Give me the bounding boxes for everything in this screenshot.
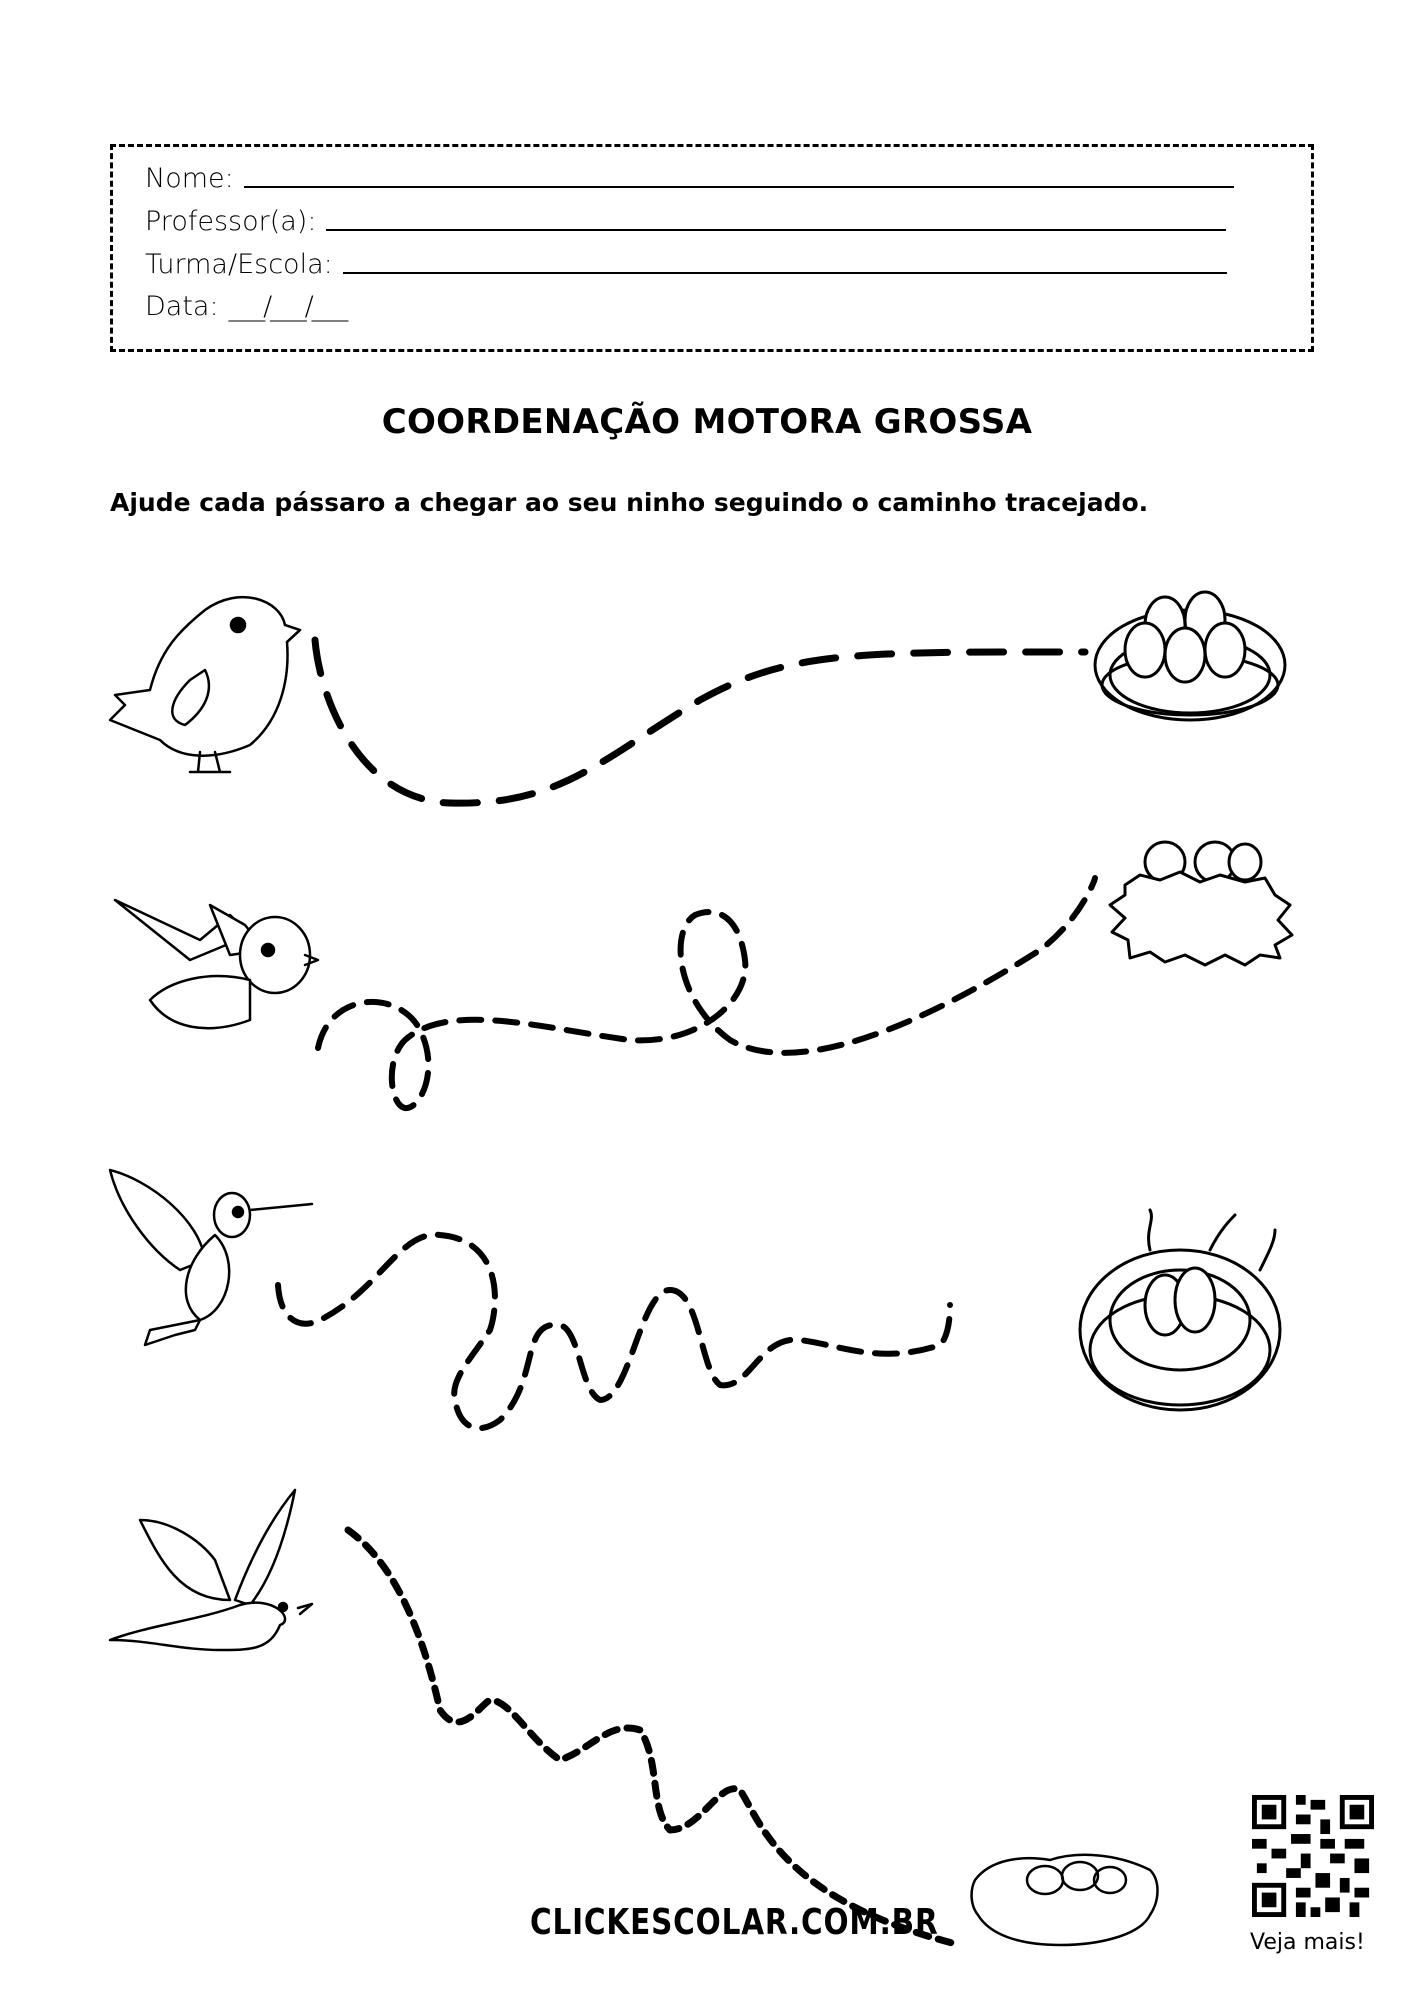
- woven-nest-icon: [1080, 1210, 1280, 1410]
- qr-caption: Veja mais!: [1250, 1930, 1365, 1955]
- name-label: Nome:: [145, 163, 234, 194]
- site-link[interactable]: CLICKESCOLAR.COM.BR: [530, 1902, 939, 1943]
- path-1: [315, 640, 1085, 803]
- date-label: Data:: [145, 291, 219, 322]
- nest-with-eggs-icon: [1095, 592, 1285, 720]
- flying-dove-icon: [110, 1490, 312, 1650]
- date-blank[interactable]: ___/___/___: [228, 291, 347, 322]
- qr-code-icon[interactable]: [1252, 1795, 1374, 1917]
- teacher-label: Professor(a):: [145, 206, 317, 237]
- class-school-label: Turma/Escola:: [145, 249, 333, 280]
- page-title: COORDENAÇÃO MOTORA GROSSA: [381, 402, 1033, 442]
- fluffy-nest-icon: [972, 1855, 1158, 1945]
- swallow-icon: [115, 900, 318, 1028]
- path-3: [278, 1235, 950, 1428]
- instruction-text: Ajude cada pássaro a chegar ao seu ninho seguindo o caminho tracejado.: [110, 488, 1149, 517]
- path-4: [348, 1530, 960, 1945]
- path-2: [318, 878, 1095, 1108]
- hummingbird-icon: [110, 1170, 312, 1345]
- standing-bird-icon: [110, 597, 300, 772]
- straw-nest-icon: [1110, 842, 1292, 965]
